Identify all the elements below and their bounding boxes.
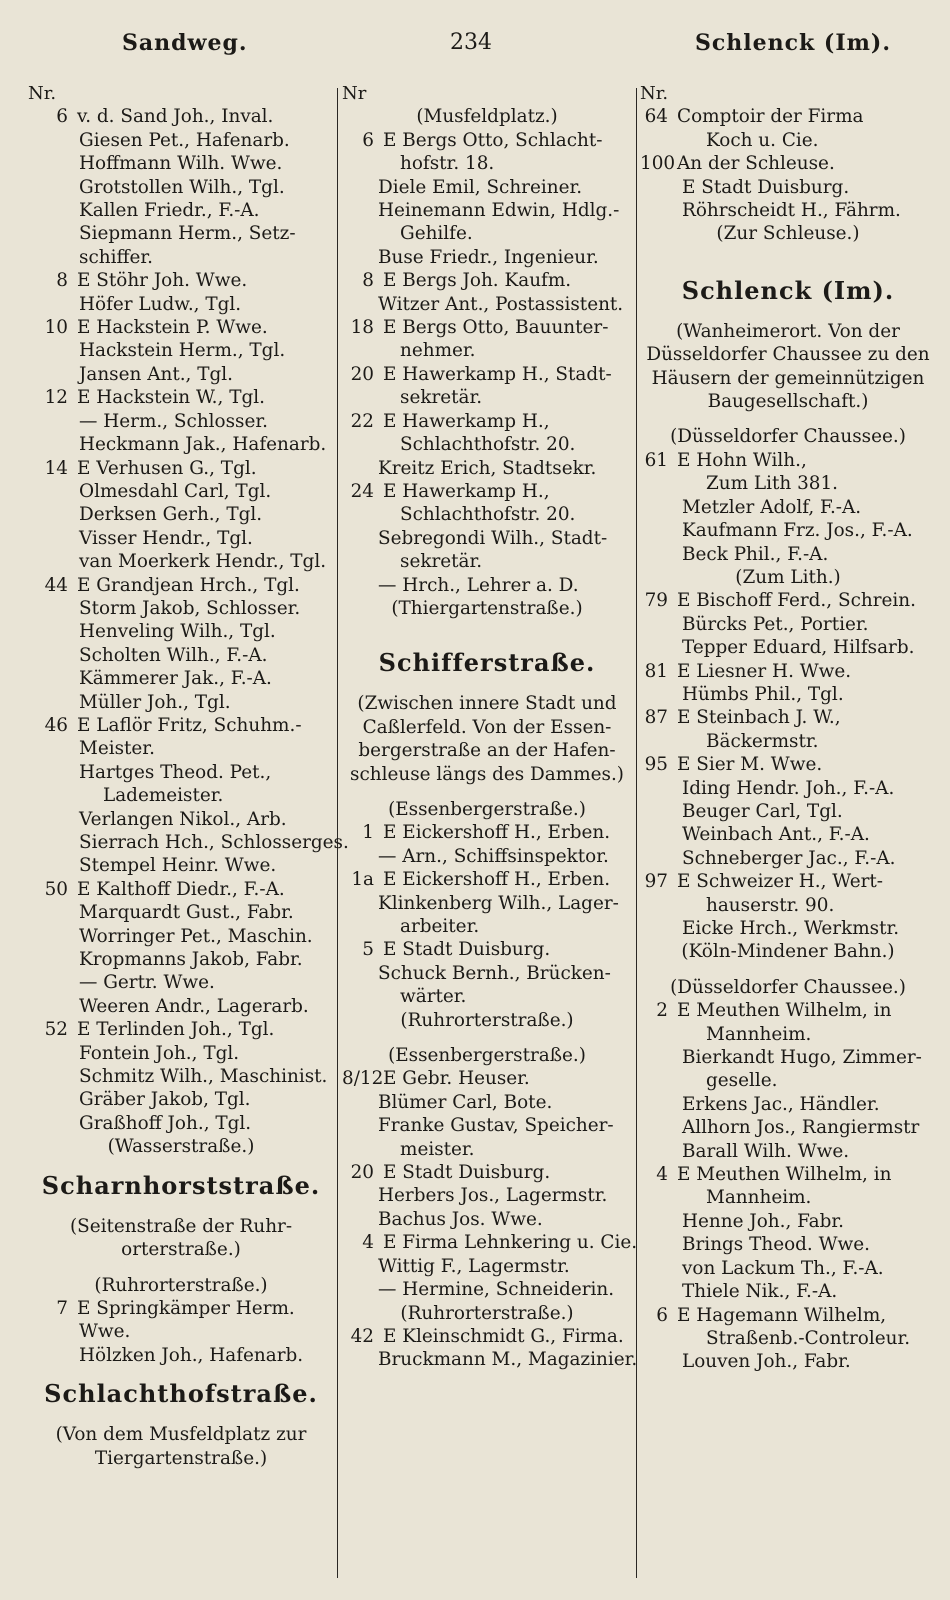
entry: Kropmanns Jakob, Fabr. xyxy=(79,949,303,971)
entry xyxy=(342,1231,638,1254)
entry xyxy=(342,1161,632,1184)
entry: Hümbs Phil., Tgl. xyxy=(682,683,844,705)
entry xyxy=(28,1018,334,1041)
entry-text: E Hohn Wilh., xyxy=(677,449,807,471)
entry xyxy=(28,105,334,128)
cross-street: (Zum Lith.) xyxy=(735,566,841,588)
cross-street: (Wasserstraße.) xyxy=(107,1136,255,1158)
entry: Kaufmann Frz. Jos., F.-A. xyxy=(682,520,913,542)
entry-text: E Hagemann Wilhelm, xyxy=(677,1304,887,1326)
entry: Tepper Eduard, Hilfsarb. xyxy=(682,637,915,659)
entry-continuation: Mannheim. xyxy=(706,1187,812,1209)
house-number: 50 xyxy=(44,878,68,900)
entry-text: E Bergs Otto, Bauunter- xyxy=(383,317,609,339)
entry-continuation: sekretär. xyxy=(400,387,483,409)
entry-continuation: Schlachthofstr. 20. xyxy=(400,434,576,456)
entry: — Arn., Schiffsinspektor. xyxy=(378,845,609,867)
entry: Louven Joh., Fabr. xyxy=(682,1351,851,1373)
column-3 xyxy=(640,82,936,1374)
entry-continuation: Koch u. Cie. xyxy=(706,129,819,151)
entry xyxy=(28,878,334,901)
entry-continuation: Meister. xyxy=(79,738,155,760)
street-description: (Von dem Musfeldplatz zur xyxy=(55,1424,307,1446)
entry xyxy=(28,386,334,409)
house-number: 87 xyxy=(644,707,668,729)
entry-continuation: Lademeister. xyxy=(103,785,224,807)
house-number: 12 xyxy=(44,387,68,409)
entry: Henne Joh., Fabr. xyxy=(682,1210,845,1232)
entry: Höfer Ludw., Tgl. xyxy=(79,293,242,315)
entry-text: E Firma Lehnkering u. Cie. xyxy=(383,1232,638,1254)
street-description: Caßlerfeld. Von der Essen- xyxy=(362,716,612,738)
entry: Jansen Ant., Tgl. xyxy=(79,363,234,385)
entry-continuation: hauserstr. 90. xyxy=(706,894,835,916)
cross-street: (Zur Schleuse.) xyxy=(716,223,860,245)
entry-text: E Verhusen G., Tgl. xyxy=(77,457,257,479)
house-number: 20 xyxy=(350,1162,374,1184)
entry: Worringer Pet., Maschin. xyxy=(79,925,313,947)
entry xyxy=(640,152,936,175)
house-number: 42 xyxy=(350,1325,374,1347)
house-number: 81 xyxy=(644,660,668,682)
entry-text: E Sier M. Wwe. xyxy=(677,754,823,776)
house-number: 2 xyxy=(656,1000,668,1022)
entry xyxy=(640,1163,936,1186)
entry-text: E Grandjean Hrch., Tgl. xyxy=(77,574,300,596)
entry: Kallen Friedr., F.-A. xyxy=(79,200,260,222)
entry-text: An der Schleuse. xyxy=(677,153,835,175)
entry: E Stadt Duisburg. xyxy=(682,176,850,198)
entry-text: E Meuthen Wilhelm, in xyxy=(677,1000,892,1022)
entry-continuation: Mannheim. xyxy=(706,1023,812,1045)
entry: Müller Joh., Tgl. xyxy=(79,691,231,713)
house-number: 22 xyxy=(350,410,374,432)
entry xyxy=(342,480,632,503)
street-description: (Seitenstraße der Ruhr- xyxy=(69,1215,293,1237)
entry-continuation: Schlachthofstr. 20. xyxy=(400,504,576,526)
entry: — Hrch., Lehrer a. D. xyxy=(378,574,579,596)
entry: Bürcks Pet., Portier. xyxy=(682,613,869,635)
entry: Metzler Adolf, F.-A. xyxy=(682,496,862,518)
entry: Allhorn Jos., Rangiermstr xyxy=(682,1117,920,1139)
entry-text: E Schweizer H., Wert- xyxy=(677,871,883,893)
house-number: 79 xyxy=(644,590,668,612)
street-description: orterstraße.) xyxy=(121,1239,241,1261)
entry: Grotstollen Wilh., Tgl. xyxy=(79,176,285,198)
entry xyxy=(342,316,632,339)
entry-text: E Hawerkamp H., xyxy=(383,410,550,432)
entry: Diele Emil, Schreiner. xyxy=(378,176,583,198)
entry-text: E Hackstein W., Tgl. xyxy=(77,387,265,409)
entry xyxy=(28,457,334,480)
entry-text: Comptoir der Firma xyxy=(677,106,864,128)
house-number: 10 xyxy=(44,317,68,339)
cross-street: (Köln-Mindener Bahn.) xyxy=(681,941,895,963)
entry xyxy=(640,660,936,683)
entry: Beuger Carl, Tgl. xyxy=(682,800,843,822)
entry: Hölzken Joh., Hafenarb. xyxy=(79,1344,304,1366)
cross-street: (Düsseldorfer Chaussee.) xyxy=(670,976,906,998)
page-header xyxy=(0,30,950,70)
entry: Graßhoff Joh., Tgl. xyxy=(79,1112,252,1134)
house-number: 4 xyxy=(362,1232,374,1254)
entry-text: E Laflör Fritz, Schuhm.- xyxy=(77,714,302,736)
cross-street: (Ruhrorterstraße.) xyxy=(400,1009,574,1031)
entry: Barall Wilh. Wwe. xyxy=(682,1140,850,1162)
entry xyxy=(342,938,632,961)
street-description: (Wanheimerort. Von der xyxy=(676,320,900,342)
entry-text: E Steinbach J. W., xyxy=(677,707,841,729)
entry-text: E Eickershoff H., Erben. xyxy=(383,869,611,891)
house-number: 8 xyxy=(362,270,374,292)
entry xyxy=(342,129,632,152)
entry-text: E Gebr. Heuser. xyxy=(383,1068,530,1090)
street-heading: Schlenck (Im). xyxy=(681,275,895,305)
entry: Witzer Ant., Postassistent. xyxy=(378,293,624,315)
entry: Fontein Joh., Tgl. xyxy=(79,1042,240,1064)
street-heading: Scharnhorststraße. xyxy=(41,1170,321,1200)
entry: Weinbach Ant., F.-A. xyxy=(682,824,870,846)
entry: Bierkandt Hugo, Zimmer- xyxy=(682,1047,922,1069)
cross-street: (Musfeldplatz.) xyxy=(416,106,558,128)
house-number: 6 xyxy=(656,1304,668,1326)
entry-continuation: Straßenb.-Controleur. xyxy=(706,1327,911,1349)
entry-text: E Terlinden Joh., Tgl. xyxy=(77,1019,275,1041)
entry-continuation: hofstr. 18. xyxy=(400,153,495,175)
entry: Stempel Heinr. Wwe. xyxy=(79,855,277,877)
entry: Hoffmann Wilh. Wwe. xyxy=(79,153,283,175)
house-number: 61 xyxy=(644,449,668,471)
entry: Kreitz Erich, Stadtsekr. xyxy=(378,457,597,479)
entry: Storm Jakob, Schlosser. xyxy=(79,597,301,619)
entry xyxy=(640,1304,936,1327)
entry: Verlangen Nikol., Arb. xyxy=(79,808,287,830)
street-description: (Zwischen innere Stadt und xyxy=(357,693,617,715)
entry-text: E Meuthen Wilhelm, in xyxy=(677,1164,892,1186)
entry-text: E Bischoff Ferd., Schrein. xyxy=(677,590,916,612)
entry xyxy=(342,868,632,891)
nr-label: Nr. xyxy=(640,83,669,104)
street-description: Düsseldorfer Chaussee zu den xyxy=(646,344,930,366)
entry: Klinkenberg Wilh., Lager- xyxy=(378,892,619,914)
entry: Franke Gustav, Speicher- xyxy=(378,1115,614,1137)
entry-continuation: Wwe. xyxy=(79,1321,131,1343)
entry xyxy=(640,589,936,612)
house-number: 5 xyxy=(362,939,374,961)
running-head-right: Schlenck (Im). xyxy=(695,30,891,56)
entry xyxy=(28,316,334,339)
street-heading: Schlachthofstraße. xyxy=(44,1379,318,1409)
entry: van Moerkerk Hendr., Tgl. xyxy=(79,551,327,573)
entry: Olmesdahl Carl, Tgl. xyxy=(79,480,272,502)
entry: Bruckmann M., Magazinier. xyxy=(378,1349,638,1371)
house-number: 6 xyxy=(362,129,374,151)
street-description: bergerstraße an der Hafen- xyxy=(358,740,616,762)
entry xyxy=(640,753,936,776)
entry: Henveling Wilh., Tgl. xyxy=(79,621,276,643)
entry-text: E Bergs Joh. Kaufm. xyxy=(383,270,572,292)
entry: — Herm., Schlosser. xyxy=(79,410,268,432)
entry: Sebregondi Wilh., Stadt- xyxy=(378,527,608,549)
entry-continuation: wärter. xyxy=(400,986,467,1008)
entry: — Hermine, Schneiderin. xyxy=(378,1279,615,1301)
house-number: 1 xyxy=(362,822,374,844)
house-number: 95 xyxy=(644,754,668,776)
entry: Beck Phil., F.-A. xyxy=(682,543,829,565)
entry-text: v. d. Sand Joh., Inval. xyxy=(77,106,274,128)
entry-text: E Stadt Duisburg. xyxy=(383,939,551,961)
street-heading: Schifferstraße. xyxy=(378,648,596,678)
entry: Giesen Pet., Hafenarb. xyxy=(79,129,290,151)
cross-street: (Essenbergerstraße.) xyxy=(388,798,586,820)
entry xyxy=(640,706,936,729)
entry xyxy=(342,821,632,844)
entry: Röhrscheidt H., Fährm. xyxy=(682,200,901,222)
entry-text: E Eickershoff H., Erben. xyxy=(383,822,611,844)
cross-street: (Ruhrorterstraße.) xyxy=(94,1274,268,1296)
entry xyxy=(640,105,936,128)
entry-continuation: geselle. xyxy=(706,1070,778,1092)
entry: Erkens Jac., Händler. xyxy=(682,1093,880,1115)
house-number: 1a xyxy=(351,869,374,891)
cross-street: (Ruhrorterstraße.) xyxy=(400,1302,574,1324)
nr-label: Nr xyxy=(342,83,367,104)
entry-continuation: Gehilfe. xyxy=(400,223,473,245)
entry: Schmitz Wilh., Maschinist. xyxy=(79,1066,328,1088)
entry: Heckmann Jak., Hafenarb. xyxy=(79,434,327,456)
cross-street: (Thiergartenstraße.) xyxy=(391,597,583,619)
entry-text: E Kleinschmidt G., Firma. xyxy=(383,1325,624,1347)
house-number: 8/12 xyxy=(342,1068,384,1090)
entry-continuation: sekretär. xyxy=(400,551,483,573)
house-number: 52 xyxy=(44,1019,68,1041)
nr-label: Nr. xyxy=(28,83,57,104)
entry: Heinemann Edwin, Hdlg.- xyxy=(378,200,620,222)
entry-text: E Springkämper Herm. xyxy=(77,1297,295,1319)
house-number: 14 xyxy=(44,457,68,479)
cross-street: (Düsseldorfer Chaussee.) xyxy=(670,426,906,448)
entry: — Gertr. Wwe. xyxy=(79,972,215,994)
entry: von Lackum Th., F.-A. xyxy=(682,1257,884,1279)
house-number: 20 xyxy=(350,363,374,385)
entry: Visser Hendr., Tgl. xyxy=(79,527,253,549)
entry-continuation: schiffer. xyxy=(79,246,154,268)
house-number: 64 xyxy=(644,106,668,128)
entry-continuation: nehmer. xyxy=(400,340,476,362)
entry: Hartges Theod. Pet., xyxy=(79,761,272,783)
street-description: Häusern der gemeinnützigen xyxy=(651,367,925,389)
house-number: 7 xyxy=(56,1297,68,1319)
entry: Thiele Nik., F.-A. xyxy=(682,1281,838,1303)
entry xyxy=(640,449,936,472)
house-number: 97 xyxy=(644,871,668,893)
entry: Hackstein Herm., Tgl. xyxy=(79,340,286,362)
house-number: 44 xyxy=(44,574,68,596)
entry: Siepmann Herm., Setz- xyxy=(79,223,296,245)
entry-text: E Liesner H. Wwe. xyxy=(677,660,852,682)
house-number: 46 xyxy=(44,714,68,736)
entry: Kämmerer Jak., F.-A. xyxy=(79,668,272,690)
entry-text: E Stadt Duisburg. xyxy=(383,1162,551,1184)
entry: Weeren Andr., Lagerarb. xyxy=(79,995,309,1017)
entry xyxy=(342,1325,632,1348)
street-description: Baugesellschaft.) xyxy=(707,391,869,413)
entry xyxy=(28,574,334,597)
street-description: Tiergartenstraße.) xyxy=(94,1447,268,1469)
entry-continuation: meister. xyxy=(400,1138,475,1160)
entry xyxy=(342,1067,632,1090)
entry: Blümer Carl, Bote. xyxy=(378,1091,553,1113)
house-number: 100 xyxy=(640,153,676,175)
entry: Brings Theod. Wwe. xyxy=(682,1234,870,1256)
house-number: 4 xyxy=(656,1164,668,1186)
running-head-left: Sandweg. xyxy=(122,30,248,56)
entry-text: E Bergs Otto, Schlacht- xyxy=(383,129,603,151)
entry-text: E Hawerkamp H., Stadt- xyxy=(383,363,612,385)
entry: Schuck Bernh., Brücken- xyxy=(378,962,611,984)
entry: Sierrach Hch., Schlosserges. xyxy=(79,832,349,853)
entry-text: E Kalthoff Diedr., F.-A. xyxy=(77,878,285,900)
entry-text: E Stöhr Joh. Wwe. xyxy=(77,270,248,292)
entry-text: E Hawerkamp H., xyxy=(383,480,550,502)
cross-street: (Essenbergerstraße.) xyxy=(388,1045,586,1067)
entry-text: E Hackstein P. Wwe. xyxy=(77,317,268,339)
entry: Schneberger Jac., F.-A. xyxy=(682,847,896,869)
entry: Derksen Gerh., Tgl. xyxy=(79,504,263,526)
entry: Eicke Hrch., Werkmstr. xyxy=(682,918,900,939)
house-number: 6 xyxy=(56,106,68,128)
house-number: 18 xyxy=(350,317,374,339)
house-number: 24 xyxy=(350,480,374,502)
entry xyxy=(342,269,632,292)
house-number: 8 xyxy=(56,270,68,292)
entry xyxy=(342,410,632,433)
street-description: schleuse längs des Dammes.) xyxy=(350,763,624,785)
entry: Scholten Wilh., F.-A. xyxy=(79,644,268,666)
entry xyxy=(28,1297,334,1320)
entry xyxy=(28,269,334,292)
entry: Marquardt Gust., Fabr. xyxy=(79,902,294,924)
entry xyxy=(342,363,632,386)
entry xyxy=(640,999,936,1022)
entry xyxy=(28,714,334,737)
entry-continuation: Zum Lith 381. xyxy=(706,473,839,495)
entry: Bachus Jos. Wwe. xyxy=(378,1208,543,1230)
entry: Iding Hendr. Joh., F.-A. xyxy=(682,777,895,799)
column-1 xyxy=(28,82,349,1470)
entry-continuation: Bäckermstr. xyxy=(706,730,819,752)
entry-continuation: arbeiter. xyxy=(400,916,480,937)
entry xyxy=(640,870,936,893)
page-number: 234 xyxy=(450,30,492,55)
column-2 xyxy=(342,82,638,1372)
entry: Gräber Jakob, Tgl. xyxy=(79,1089,251,1111)
entry: Wittig F., Lagermstr. xyxy=(378,1255,570,1277)
entry: Herbers Jos., Lagermstr. xyxy=(378,1185,608,1207)
entry: Buse Friedr., Ingenieur. xyxy=(378,246,599,268)
